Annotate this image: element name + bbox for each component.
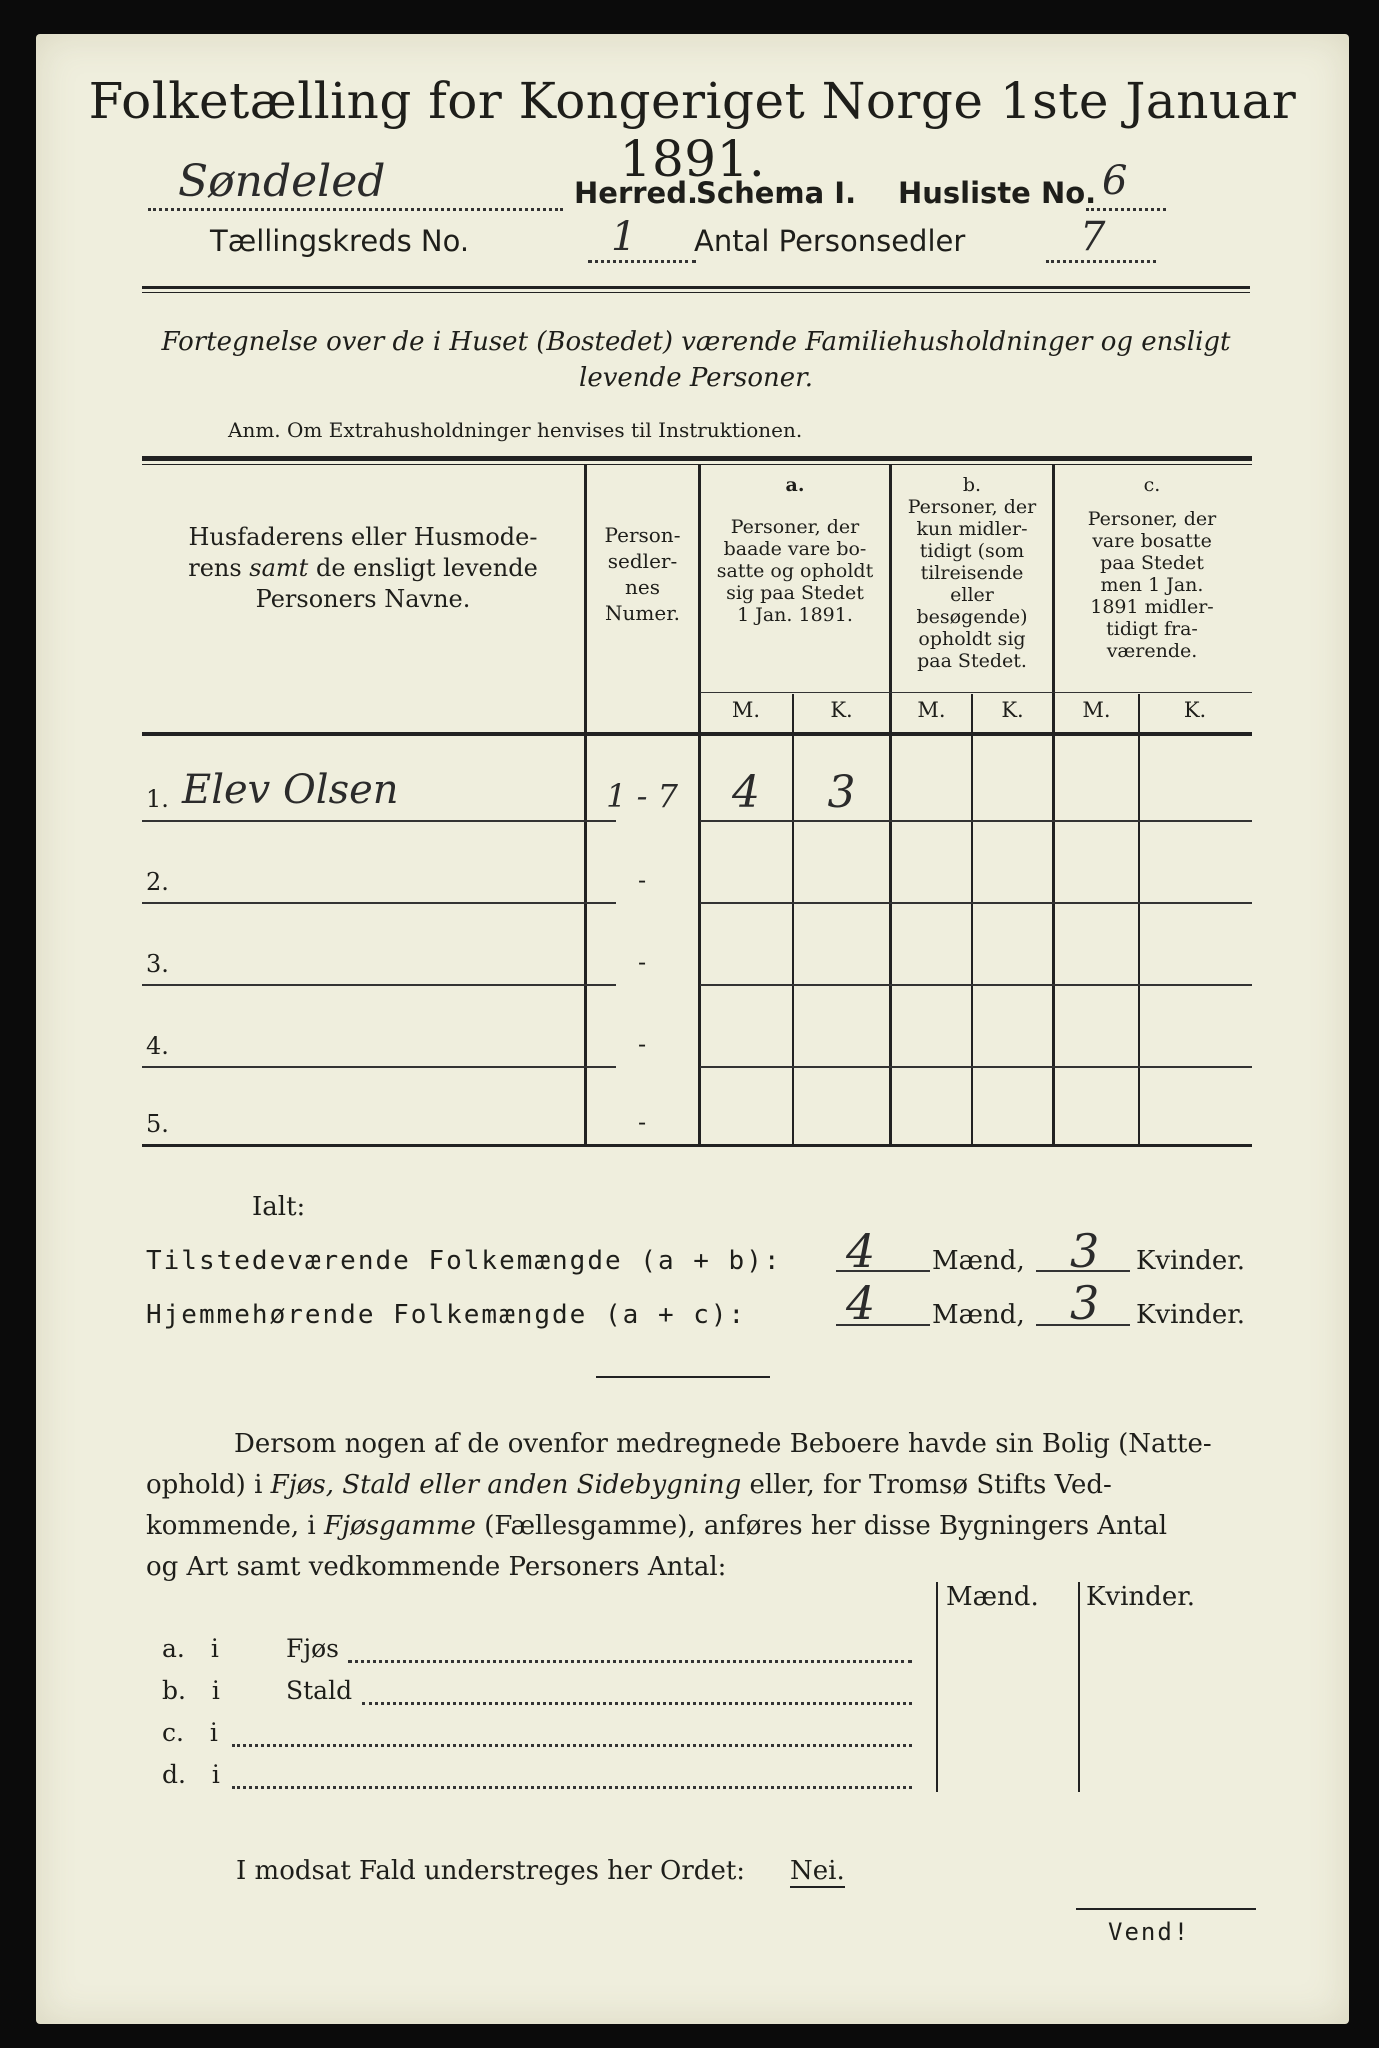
antal-label: Antal Personsedler: [694, 224, 966, 258]
dwelling-paragraph: Dersom nogen af de ovenfor medregnede Beboere havde sin Bolig (Natte- ophold) i Fjøs, Stald eller anden Sidebygning eller, for Tromsø Stifts Ved- kommende, i Fjøsgamme (Fællesgamme), anføres her disse Bygningers Antal og Art samt vedkommende Personers Antal:: [146, 1429, 1212, 1582]
antal-value: 7: [1080, 214, 1106, 260]
tilstede-label: Tilstedeværende Folkemængde (a + b):: [146, 1246, 782, 1276]
herred-value: Søndeled: [178, 156, 386, 207]
table-top-rule: [142, 456, 1252, 461]
intro-text: [136, 324, 1256, 396]
modsat-label: I modsat Fald understreges her Ordet:: [236, 1856, 746, 1886]
husliste-value: 6: [1102, 158, 1128, 204]
col-header-numer: Person- sedler- nes Numer.: [604, 523, 681, 625]
nei-word: Nei.: [790, 1856, 845, 1886]
tilstede-m-value: 4: [846, 1224, 876, 1278]
col-header-c: c. Personer, der vare bosatte paa Stedet men 1 Jan. 1891 midler- tidigt fra- værende.: [1087, 474, 1217, 662]
maend-column-head: Mænd.: [946, 1582, 1039, 1612]
hjemme-m-value: 4: [846, 1276, 876, 1330]
table-row: 1. Elev Olsen 1 - 7 4 3: [146, 767, 856, 818]
anm-note: Anm. Om Extrahusholdninger henvises til Instruktionen.: [228, 418, 803, 442]
kvinder-column-head: Kvinder.: [1086, 1582, 1196, 1612]
a-k-header: K.: [830, 698, 853, 722]
b-m-header: M.: [917, 698, 946, 722]
col-header-name: Husfaderens eller Husmode- rens samt de ensligt levende Personers Navne.: [188, 523, 538, 613]
intro-line-1: Fortegnelse over de i Huset (Bostedet) værende Familiehusholdninger og ensligt: [161, 327, 1231, 357]
c-k-header: K.: [1183, 698, 1207, 722]
kreds-label: Tællingskreds No.: [210, 224, 470, 258]
table-row: 5. -: [146, 1108, 647, 1138]
husliste-label: Husliste No.: [898, 176, 1097, 210]
building-item-b: b. i Stald: [162, 1676, 932, 1716]
person-name: Elev Olsen: [182, 767, 399, 813]
building-item-c: c. i: [162, 1718, 932, 1758]
herred-label: Herred.: [574, 176, 698, 210]
col-header-a: a. Personer, der baade vare bo- satte og opholdt sig paa Stedet 1 Jan. 1891.: [716, 474, 874, 626]
a-m-header: M.: [731, 698, 761, 722]
form-title: Folketælling for Kongeriget Norge 1ste Januar 1891.: [88, 72, 1297, 188]
table-row: 3. -: [146, 948, 647, 978]
hjemme-k-value: 3: [1070, 1276, 1100, 1330]
c-m-header: M.: [1082, 698, 1111, 722]
table-row: 2. -: [146, 866, 647, 896]
kreds-value: 1: [611, 214, 637, 260]
vend-note: Vend!: [1108, 1918, 1191, 1946]
b-k-header: K.: [1001, 698, 1024, 722]
herred-field: [148, 156, 568, 212]
census-form: Folketælling for Kongeriget Norge 1ste Januar 1891. Søndeled Herred. Schema I. Husliste No. 6 Tællingskreds No. 1 Antal Personsedler 7 Fortegnelse over de i Huset (Bostedet) værende Familiehusholdninger og ensligt levende Personer. Anm. Om Extrahusholdninger henvises til Instruktionen. Husfaderens eller Husmode- rens samt de ensligt levende Personers Navne. Person- sedler- nes Numer. a. Personer, der baade vare bo- satte og opholdt sig paa Stedet 1 Jan. 1891. b. Personer, der kun midler- tidigt (som tilreisende eller besøgende) opholdt sig paa Stedet. c. Personer, der vare bosatte paa Stedet men 1 Jan. 1891 midler- tidigt fra- værende. M. K. M. K. M. K. 1. Elev Olsen 1 - 7 4 3 2. - 3. - 4. - 5. - Ialt: Tilstedeværende Folkemængde (a + b): 4 Mænd, 3 Kvinder. Hjemmehørende Folkemængde (a + c): 4 Mænd, 3 Kvinder. Dersom nogen af de ovenfor medregnede Beboere havde sin Bolig (Natte- ophold) i Fjøs, Stald eller anden Sidebygning eller, for Tromsø Stifts Ved- kommende, i Fjøsgamme (Fællesgamme), anføres her disse Bygningers Antal og Art samt vedkommende Personers Antal: Mænd. Kvinder. a. i Fjøs b. i Stald c. i d. i I modsat Fald understreges her Ordet: Nei. Vend!: [36, 34, 1349, 2024]
col-header-b: b. Personer, der kun midler- tidigt (som tilreisende eller besøgende) opholdt sig paa Stedet.: [907, 474, 1037, 672]
table-row: 4. -: [146, 1030, 647, 1060]
hjemme-label: Hjemmehørende Folkemængde (a + c):: [146, 1300, 747, 1330]
ialt-label: Ialt:: [252, 1192, 306, 1222]
building-item-a: a. i Fjøs: [162, 1634, 932, 1674]
intro-line-2: levende Personer.: [579, 363, 813, 393]
building-item-d: d. i: [162, 1760, 932, 1800]
tilstede-k-value: 3: [1070, 1224, 1100, 1278]
schema-label: Schema I.: [696, 176, 857, 210]
divider: [596, 1376, 770, 1378]
